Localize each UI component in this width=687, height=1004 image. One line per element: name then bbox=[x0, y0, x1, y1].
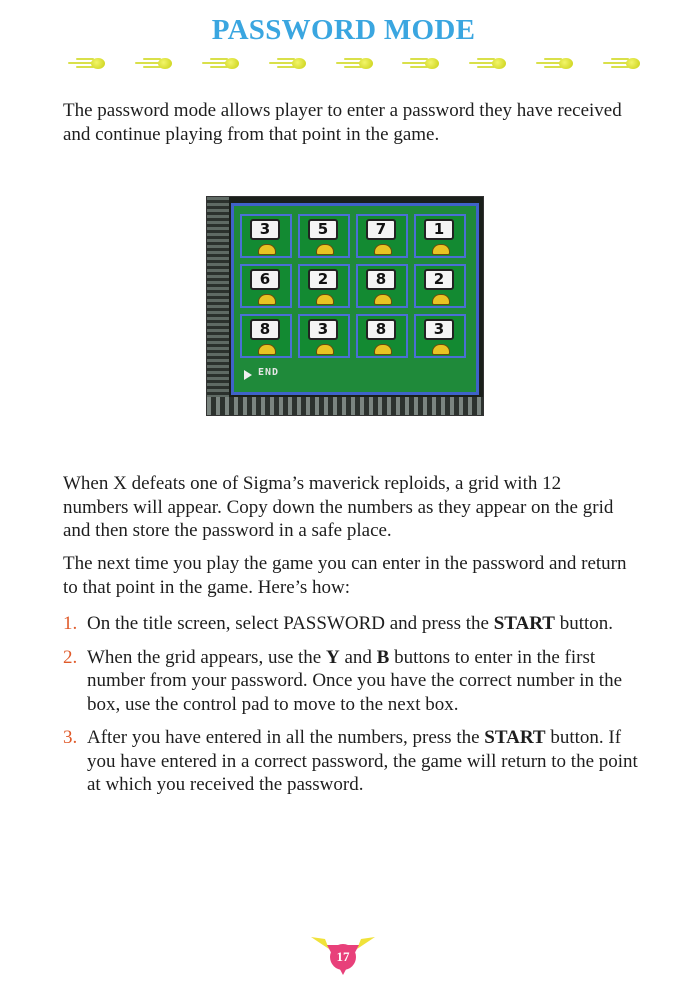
password-cell bbox=[240, 264, 292, 308]
password-grid-frame bbox=[231, 203, 479, 395]
password-cell bbox=[240, 314, 292, 358]
step-text: and bbox=[339, 646, 377, 668]
password-digit: 3 bbox=[250, 219, 280, 240]
password-cell bbox=[298, 214, 350, 258]
step-number: 1. bbox=[63, 613, 78, 634]
helmet-icon bbox=[258, 294, 276, 305]
divider-ornament bbox=[469, 52, 506, 74]
divider-ornament bbox=[68, 52, 105, 74]
intro-paragraph: The password mode allows player to enter a password they have received and continue playing from that point in the game. bbox=[63, 100, 622, 145]
password-digit: 7 bbox=[366, 219, 396, 240]
helmet-icon bbox=[258, 244, 276, 255]
divider-ornament bbox=[135, 52, 172, 74]
password-cell bbox=[414, 264, 466, 308]
step-text: button. bbox=[554, 613, 614, 634]
howto-paragraph: The next time you play the game you can enter in the password and return to that point in the game. Here’s how: bbox=[63, 553, 627, 598]
step-text: buttons to enter in the first number from your password. Once you have the correct number in the box, use the control pad to move to the next box. bbox=[87, 646, 622, 715]
password-digit: 2 bbox=[424, 269, 454, 290]
step-item bbox=[63, 726, 638, 797]
step-text: button. If you have entered in a correct password, the game will return to the point at which you received the password. bbox=[87, 727, 638, 795]
page-title: PASSWORD MODE bbox=[211, 14, 476, 46]
step-item bbox=[63, 646, 638, 717]
password-cell bbox=[414, 214, 466, 258]
divider-ornament bbox=[603, 52, 640, 74]
password-digit: 5 bbox=[308, 219, 338, 240]
password-digit: 3 bbox=[424, 319, 454, 340]
helmet-icon bbox=[432, 294, 450, 305]
helmet-icon bbox=[316, 344, 334, 355]
password-grid bbox=[240, 214, 472, 358]
page-number-badge bbox=[309, 933, 377, 977]
password-screen-screenshot bbox=[206, 196, 484, 416]
password-digit: 3 bbox=[308, 319, 338, 340]
helmet-icon bbox=[316, 244, 334, 255]
password-cell bbox=[240, 214, 292, 258]
password-cell bbox=[356, 314, 408, 358]
page-number: 17 bbox=[336, 949, 350, 964]
password-digit: 8 bbox=[250, 319, 280, 340]
step-text: After you have entered in all the numbers, press the bbox=[87, 727, 485, 748]
step-text: When the grid appears, use the bbox=[87, 646, 326, 668]
step-bold: START bbox=[493, 613, 555, 634]
step-number: 2. bbox=[63, 646, 78, 668]
password-cell bbox=[414, 314, 466, 358]
helmet-icon bbox=[374, 344, 392, 355]
divider-ornament bbox=[402, 52, 439, 74]
helmet-icon bbox=[258, 344, 276, 355]
step-number: 3. bbox=[63, 727, 78, 748]
password-cell bbox=[298, 314, 350, 358]
password-digit: 8 bbox=[366, 269, 396, 290]
divider-ornament bbox=[269, 52, 306, 74]
end-label: END bbox=[258, 367, 280, 378]
step-bold: Y bbox=[326, 646, 340, 668]
screen-bottom-rail bbox=[207, 397, 483, 415]
password-digit: 8 bbox=[366, 319, 396, 340]
title-divider bbox=[68, 52, 640, 74]
step-bold: B bbox=[376, 646, 390, 668]
helmet-icon bbox=[432, 344, 450, 355]
password-cell bbox=[298, 264, 350, 308]
helmet-icon bbox=[432, 244, 450, 255]
cursor-arrow-icon bbox=[244, 370, 252, 380]
step-item bbox=[63, 612, 638, 636]
helmet-icon bbox=[374, 294, 392, 305]
password-cell bbox=[356, 264, 408, 308]
step-bold: START bbox=[484, 727, 546, 748]
screen-left-rail bbox=[207, 197, 229, 415]
password-cell bbox=[356, 214, 408, 258]
steps-list bbox=[63, 612, 638, 807]
grid-paragraph: When X defeats one of Sigma’s maverick reploids, a grid with 12 numbers will appear. Copy down the numbers as they appear on the grid and then store the password in a safe place. bbox=[63, 473, 614, 541]
password-digit: 2 bbox=[308, 269, 338, 290]
password-digit: 6 bbox=[250, 269, 280, 290]
divider-ornament bbox=[202, 52, 239, 74]
divider-ornament bbox=[336, 52, 373, 74]
end-option bbox=[240, 366, 470, 388]
divider-ornament bbox=[536, 52, 573, 74]
helmet-icon bbox=[316, 294, 334, 305]
helmet-icon bbox=[374, 244, 392, 255]
password-digit: 1 bbox=[424, 219, 454, 240]
step-text: On the title screen, select PASSWORD and press the bbox=[87, 613, 494, 634]
